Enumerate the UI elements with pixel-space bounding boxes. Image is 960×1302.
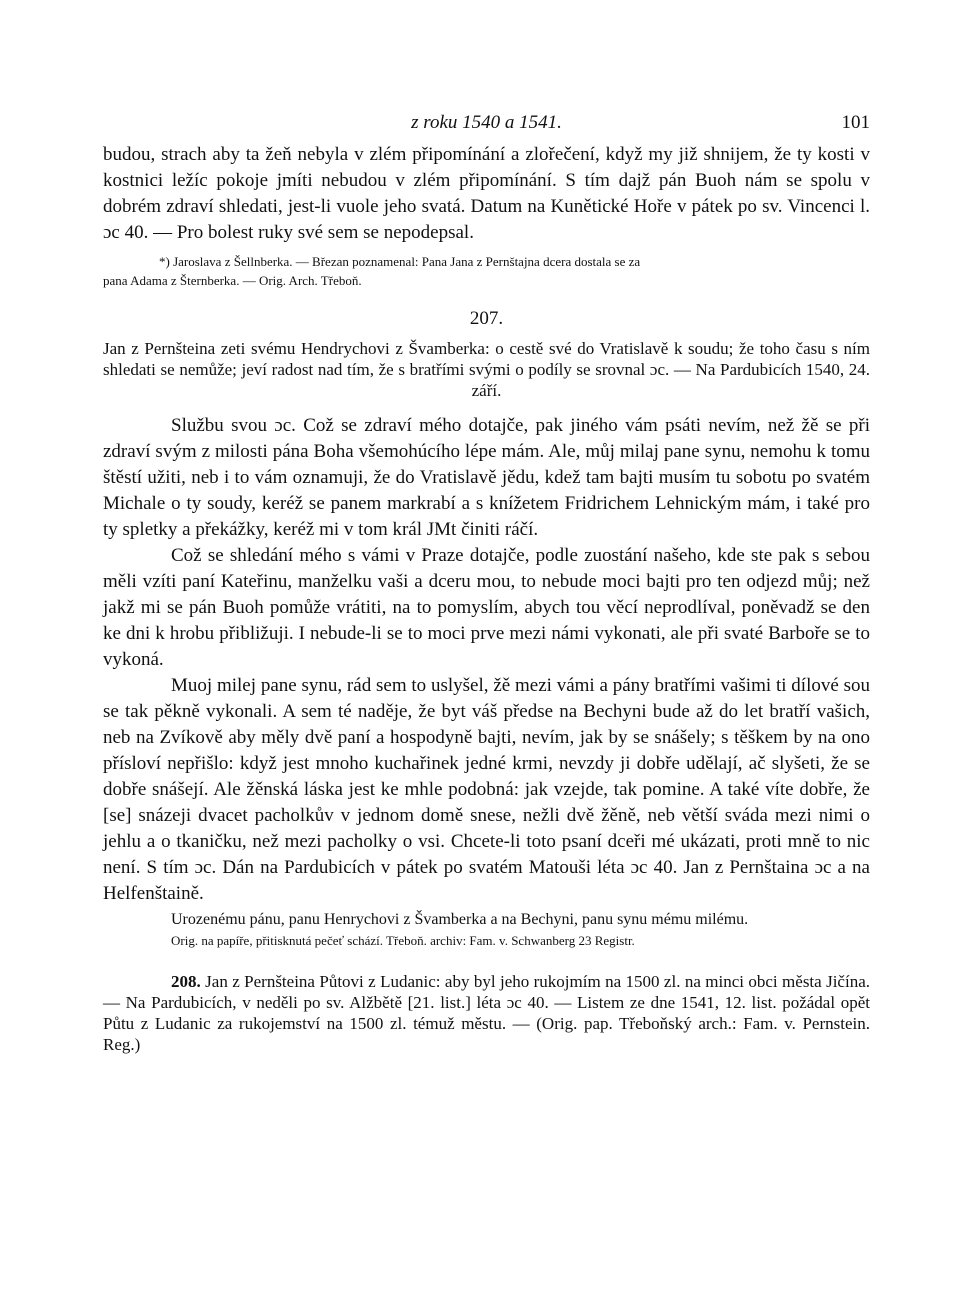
book-page: [103, 112, 870, 1055]
running-head: [103, 112, 870, 142]
footnote: [103, 252, 870, 290]
letter-207-paragraph-2: Což se shledání mého s vámi v Praze dotajče, podle zuostání našeho, kde ste pak s sebou měli vzíti paní Kateřinu, manželku vaši a dceru mou, to nebude moci bajti pro ten odjezd můj; než jakž mi se pán Buoh pomůže vrátiti, na to pomyslím, abych tou věcí neprodlíval, poněvadž se den ke dni k hrobu přibližuji. I nebude-li se to moci prve mezi námi vykonati, ale při svaté Barboře se to vykoná.: [103, 545, 870, 670]
footnote-line-1: *) Jaroslava z Šellnberka. — Březan poznamenal: Pana Jana z Pernštajna dcera dostala se za: [159, 254, 641, 269]
running-title: z roku 1540 a 1541.: [411, 112, 562, 133]
letter-207-address: Urozenému pánu, panu Henrychovi z Švamberka a na Bechyni, panu synu mému milému.: [171, 911, 749, 928]
document-208-text: Jan z Pernšteina Půtovi z Ludanic: aby byl jeho rukojmím na 1500 zl. na minci obci města Jičína. — Na Pardubicích, v neděli po sv. Alžbětě [21. list.] léta ɔc 40. — Listem ze dne 1541, 12. list. požádal opět Půtu z Ludanic za rukojemství na 1500 zl. témuž městu. — (Orig. pap. Třeboňský arch.: Fam. v. Pernstein. Reg.): [103, 972, 870, 1054]
document-208-entry: [103, 971, 870, 1055]
letter-207-paragraph-1: Službu svou ɔc. Což se zdraví mého dotajče, pak jiného vám psáti nevím, než žě se při zdraví svým z milosti pána Boha všemohúcího lépe mám. Ale, můj milaj pane synu, nemohu k tomu štěstí užiti, neb i to vám oznamuji, že do Vratislavě jědu, kdež tam bajti musím tu sobotu po svatém Michale o ty soudy, keréž se panem markrabí a s knížetem Fridrichem Lehnickým mám, i také pro ty spletky a překážky, keréž mi v tom král JMt činiti ráčí.: [103, 415, 870, 540]
document-number-207: 207.: [469, 308, 504, 329]
document-207-summary: Jan z Pernšteina zeti svému Hendrychovi z Švamberka: o cestě své do Vratislavě k soudu; že toho času s ním shledati se nemůže; jeví radost nad tím, že s bratřími svými o podíly se srovnal ɔc. — Na Pardubicích 1540, 24. září.: [103, 339, 870, 400]
letter-207-source-note: Orig. na papíře, přitisknutá pečeť schází. Třeboň. archiv: Fam. v. Schwanberg 23 Registr.: [171, 933, 635, 948]
document-number-208: 208.: [171, 972, 201, 991]
letter-207-paragraph-3: Muoj milej pane synu, rád sem to uslyšel, žě mezi vámi a pány bratřími vašimi ti dílové sou se tak pěkně vykonali. A sem té naděje, že byt váš předse na Bechyni bude až do let bratří vašich, neb na Zvíkově aby měly dvě paní a hospodyně bajti, nevím, jak by se snášely; s těškem by na ono přísloví nepřišlo: když jest mnoho kuchařinek jedné krmi, nevzdy ji dobře udělají, ač slyšeti, že se dobře snášejí. Ale žěnská láska jest ke mhle podobná: jak vzejde, tak pomine. A také víte dobře, že [se] snázeji dvacet pacholkův v jednom domě snese, nežli dvě žěně, neb větší sváda mezi nimi o jehlu a o tkaničku, než mezi pacholky o vsi. Chcete-li toto psaní dceři mé ukázati, proti mně to nic není. S tím ɔc. Dán na Pardubicích v pátek po svatém Matouši léta ɔc 40. Jan z Pernštaina ɔc a na Helfenštaině.: [103, 675, 870, 904]
continued-letter-paragraph: budou, strach aby ta žeň nebyla v zlém připomínání a zlořečení, když my již shnijem, že ty kosti v kostnici ležíc pokoje jmíti nebudou v zlém připomínání. S tím dajž pán Buoh nám se spolu v dobrém zdraví shledati, jest-li vuole jeho svatá. Datum na Kunětické Hoře v pátek po sv. Vincenci l. ɔc 40. — Pro bolest ruky své sem se nepodepsal.: [103, 144, 870, 243]
page-number: 101: [841, 112, 870, 133]
footnote-line-2: pana Adama z Šternberka. — Orig. Arch. Třeboň.: [103, 273, 362, 288]
